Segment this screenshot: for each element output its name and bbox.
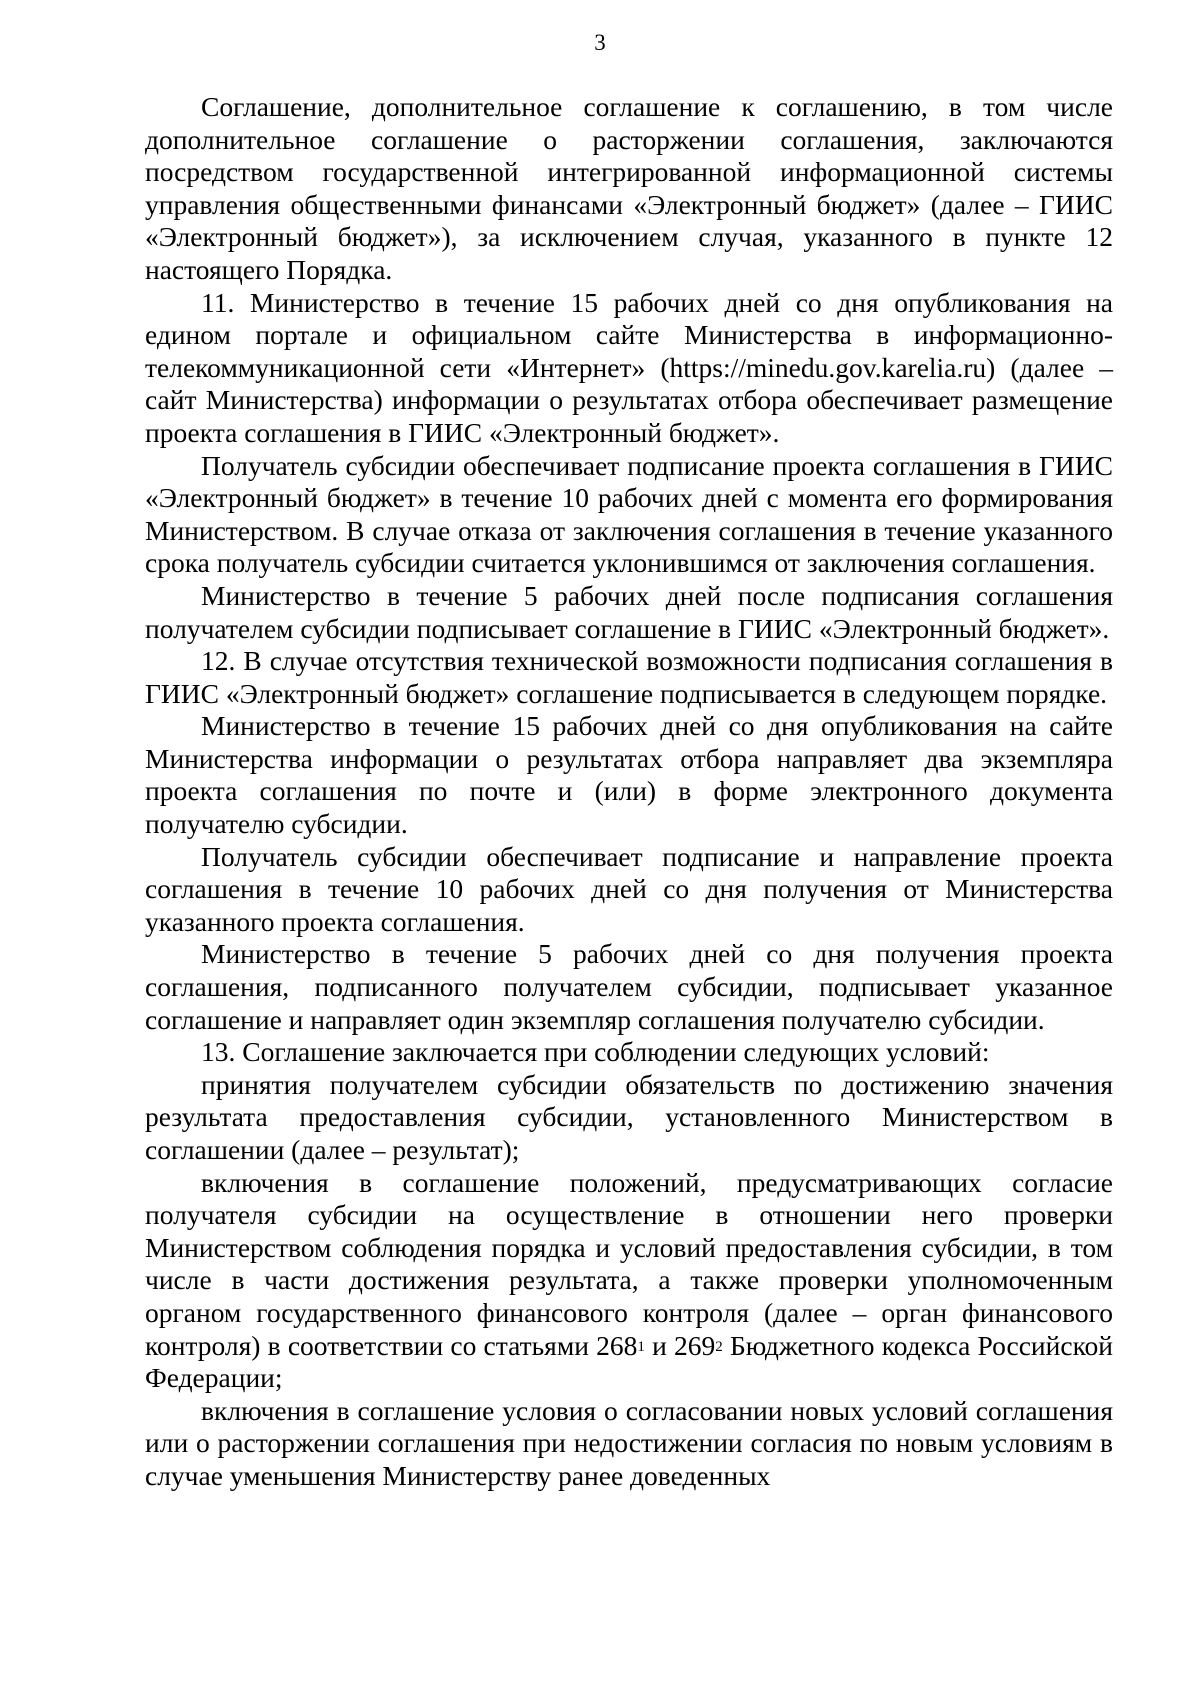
paragraph-item-12: 12. В случае отсутствия технической возможности подписания соглашения в ГИИС «Электронный бюджет» соглашение подписывается в следующем порядке. <box>145 645 1113 709</box>
document-body <box>145 91 1113 1493</box>
paragraph-condition-new-terms: включения в соглашение условия о согласовании новых условий соглашения или о расторжении соглашения при недостижении согласия по новым условиям в случае уменьшения Министерству ранее доведенных <box>145 1394 1113 1491</box>
paragraph-agreement-conclusion: Соглашение, дополнительное соглашение к соглашению, в том числе дополнительное соглашение о расторжении соглашения, заключаются посредством государственной интегрированной информационной системы управления общественными финансами «Электронный бюджет» (далее – ГИИС «Электронный бюджет»), за исключением случая, указанного в пункте 12 настоящего Порядка. <box>145 91 1113 285</box>
inspection-text-part1: включения в соглашение положений, предусматривающих согласие получателя субсидии на осуществление в отношении него проверки Министерством соблюдения порядка и условий предоставления субсидии, в том числе в части достижения результата, а также проверки уполномоченным органом государственного финансового контроля (далее – орган финансового контроля) в соответствии со статьями 268 <box>145 1166 1113 1361</box>
paragraph-recipient-returns: Получатель субсидии обеспечивает подписание и направление проекта соглашения в течение 10 рабочих дней со дня получения от Министерства указанного проекта соглашения. <box>145 840 1113 937</box>
inspection-text-part3: Бюджетного кодекса Российской Федерации; <box>145 1329 1114 1394</box>
paragraph-condition-result: принятия получателем субсидии обязательств по достижению значения результата предоставления субсидии, установленного Министерством в соглашении (далее – результат); <box>145 1068 1113 1165</box>
article-268-superscript: 1 <box>637 1338 645 1355</box>
paragraph-item-13: 13. Соглашение заключается при соблюдении следующих условий: <box>201 1036 990 1068</box>
inspection-text-part2: и 269 <box>644 1329 716 1361</box>
paragraph-item-11: 11. Министерство в течение 15 рабочих дней со дня опубликования на едином портале и официальном сайте Министерства в информационно-телекоммуникационной сети «Интернет» (https://minedu.gov.karelia.ru) (далее – сайт Министерства) информации о результатах отбора обеспечивает размещение проекта соглашения в ГИИС «Электронный бюджет». <box>145 286 1113 448</box>
paragraph-ministry-returns-copy: Министерство в течение 5 рабочих дней со дня получения проекта соглашения, подписанного получателем субсидии, подписывает указанное соглашение и направляет один экземпляр соглашения получателю субсидии. <box>145 938 1113 1035</box>
paragraph-ministry-signing: Министерство в течение 5 рабочих дней после подписания соглашения получателем субсидии подписывает соглашение в ГИИС «Электронный бюджет». <box>145 579 1113 644</box>
paragraph-condition-inspection <box>145 1167 1113 1395</box>
page-number: 3 <box>594 30 606 55</box>
paragraph-ministry-sends-copies: Министерство в течение 15 рабочих дней со дня опубликования на сайте Министерства информации о результатах отбора направляет два экземпляра проекта соглашения по почте и (или) в форме электронного документа получателю субсидии. <box>145 710 1113 840</box>
paragraph-recipient-signing: Получатель субсидии обеспечивает подписание проекта соглашения в ГИИС «Электронный бюджет» в течение 10 рабочих дней с момента его формирования Министерством. В случае отказа от заключения соглашения в течение указанного срока получатель субсидии считается уклонившимся от заключения соглашения. <box>145 449 1113 579</box>
article-269-superscript: 2 <box>715 1338 723 1355</box>
